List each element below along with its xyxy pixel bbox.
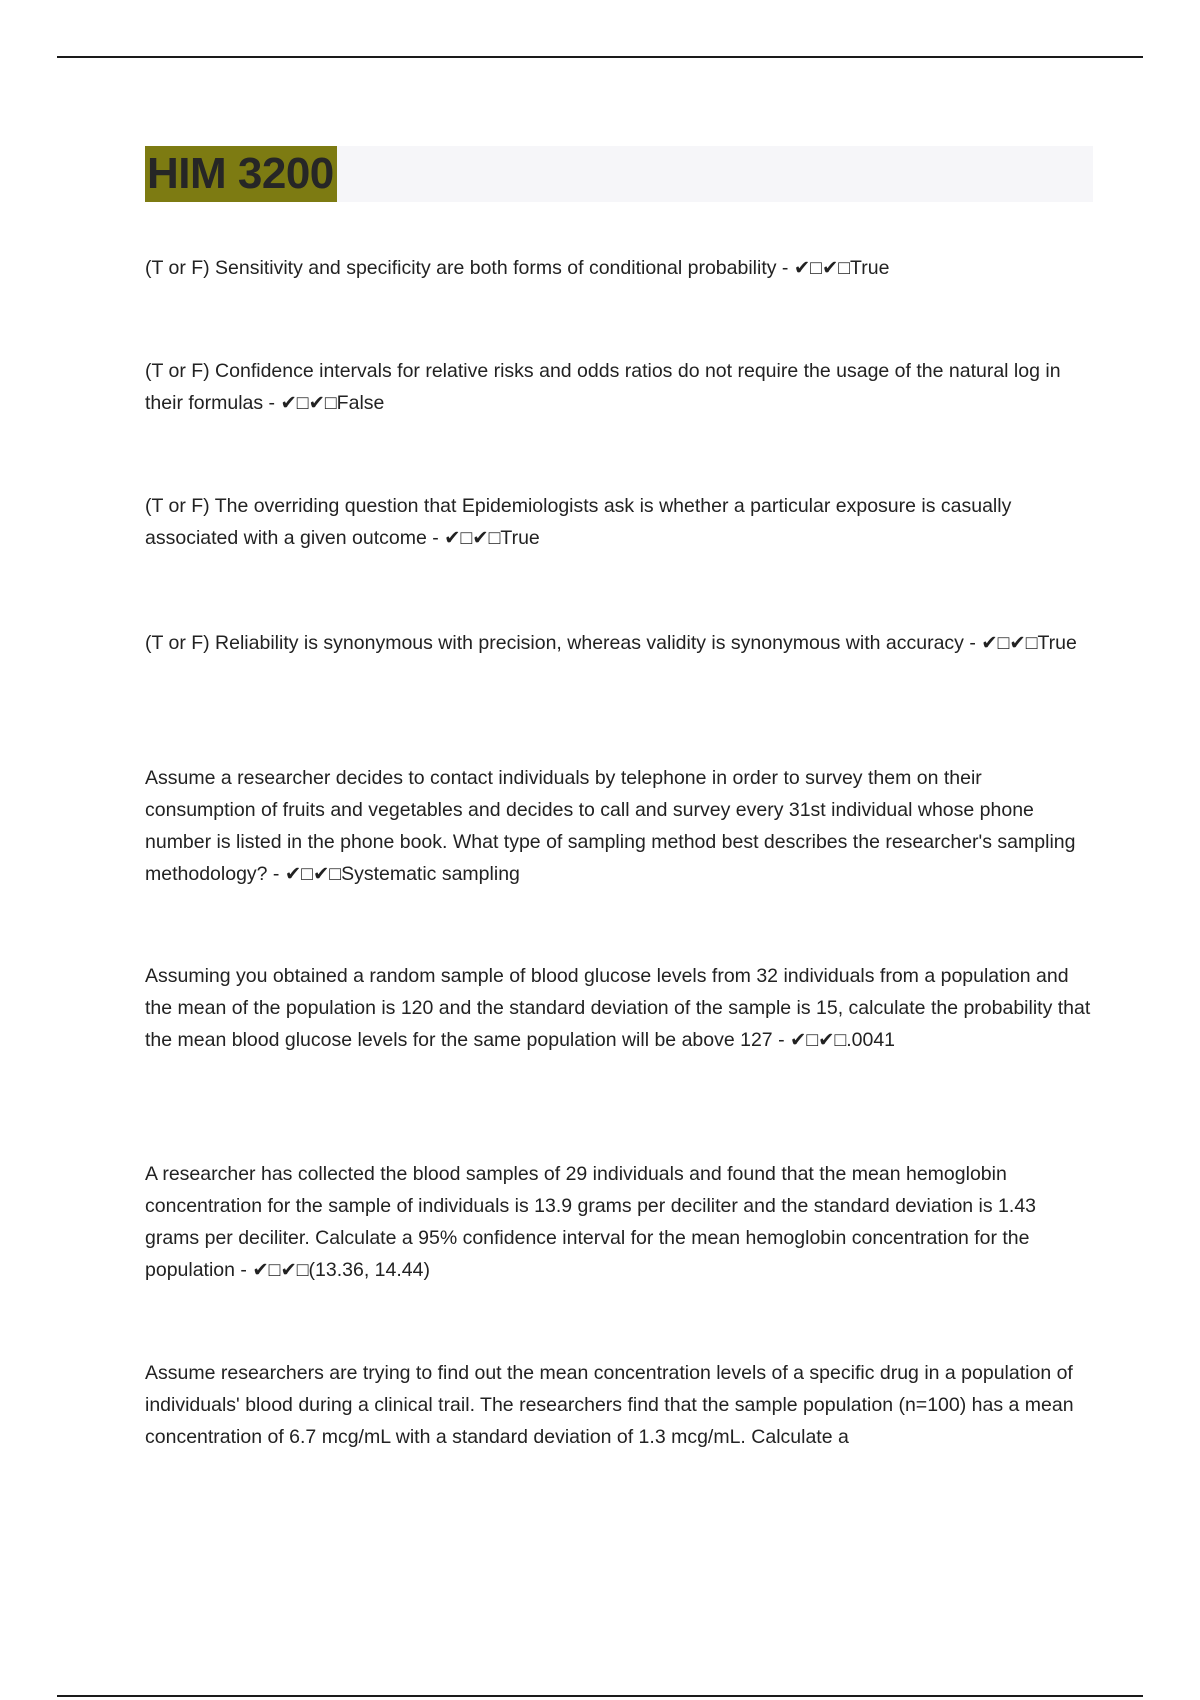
top-rule <box>57 56 1143 58</box>
document-title: HIM 3200 <box>145 146 337 202</box>
bottom-rule <box>57 1695 1143 1697</box>
qa-item-8: Assume researchers are trying to find out the mean concentration levels of a specific drug in a population of individuals' blood during a clinical trail. The researchers find that the sample population (n=100) has a mean concentration of 6.7 mcg/mL with a standard deviation of 1.3 mcg/mL. Calculate a <box>145 1362 1074 1448</box>
qa-item-3: (T or F) The overriding question that Epidemiologists ask is whether a particular exposure is casually associated with a given outcome - ✔□✔□True <box>145 495 1012 549</box>
qa-item-7: A researcher has collected the blood samples of 29 individuals and found that the mean hemoglobin concentration for the sample of individuals is 13.9 grams per deciliter and the standard deviation is 1.43 grams per deciliter. Calculate a 95% confidence interval for the mean hemoglobin concentration for the population - ✔□✔□(13.36, 14.44) <box>145 1163 1037 1281</box>
qa-item-1: (T or F) Sensitivity and specificity are both forms of conditional probability - ✔□✔□True <box>145 257 890 279</box>
qa-item-2: (T or F) Confidence intervals for relative risks and odds ratios do not require the usage of the natural log in their formulas - ✔□✔□False <box>145 360 1061 414</box>
qa-item-6: Assuming you obtained a random sample of blood glucose levels from 32 individuals from a population and the mean of the population is 120 and the standard deviation of the sample is 15, calculate the probability that the mean blood glucose levels for the same population will be above 127 - ✔□✔□.0041 <box>145 965 1091 1051</box>
qa-item-4: (T or F) Reliability is synonymous with precision, whereas validity is synonymous with accuracy - ✔□✔□True <box>145 632 1077 654</box>
qa-item-5: Assume a researcher decides to contact individuals by telephone in order to survey them on their consumption of fruits and vegetables and decides to call and survey every 31st individual whose phone number is listed in the phone book. What type of sampling method best describes the researcher's sampling methodology? - ✔□✔□Systematic sampling <box>145 767 1076 885</box>
